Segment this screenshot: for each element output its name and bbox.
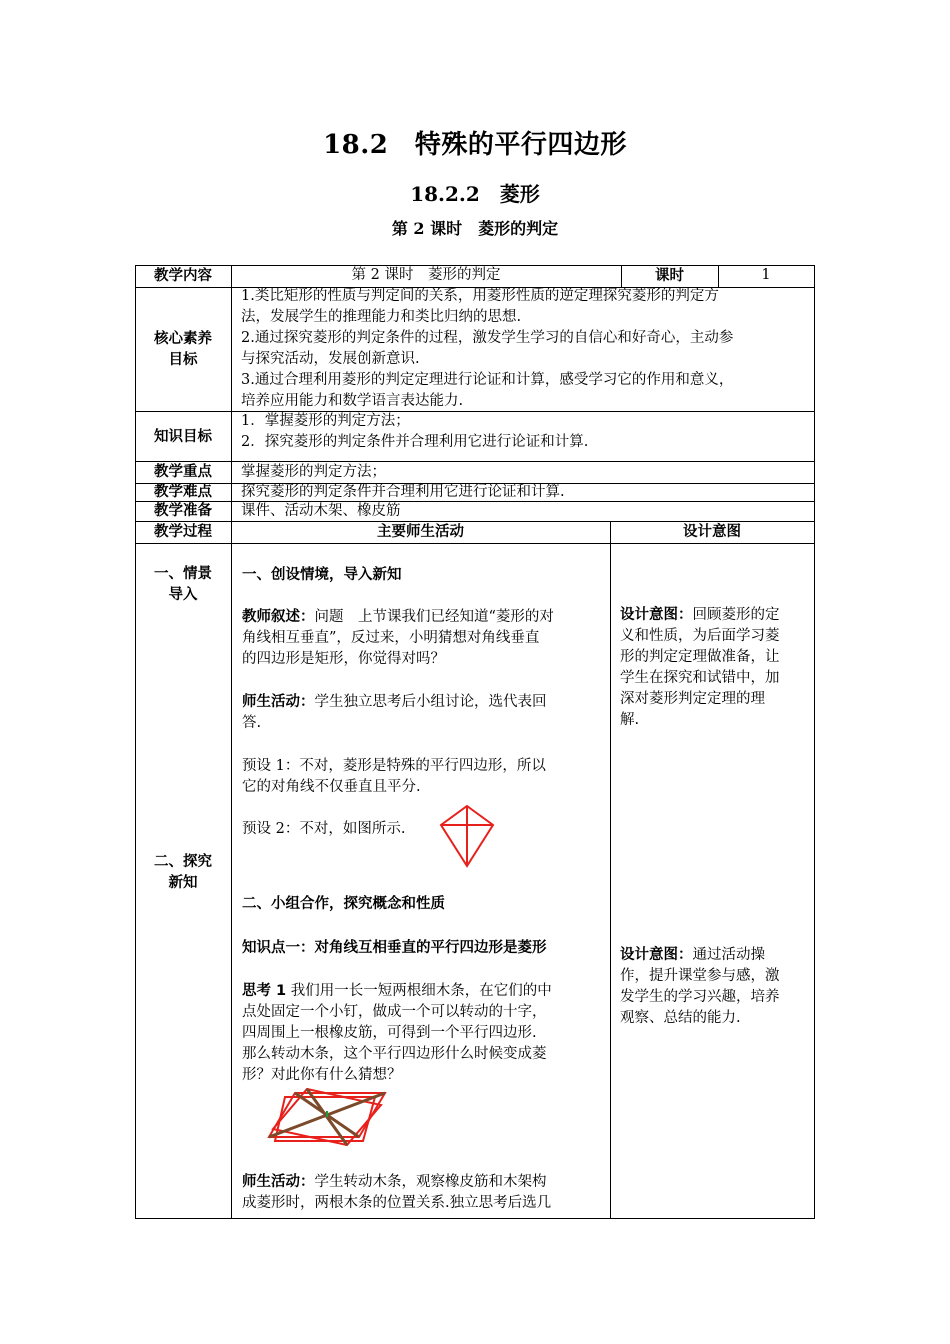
intent-label: 设计意图： (620, 607, 693, 623)
teacher-student-activity: 师生活动：学生独立思考后小组讨论，选代表回 答. (242, 694, 547, 731)
col-divider (610, 521, 611, 1219)
knowledge-list (241, 411, 813, 453)
hours-label: 课时 (655, 268, 684, 284)
lesson-plan-table (135, 265, 815, 1219)
section-1-heading: 一、创设情境，导入新知 (242, 567, 402, 583)
prep-value: 课件、活动木架、橡皮筋 (241, 503, 401, 519)
core-goal-line: 培养应用能力和数学语言表达能力. (241, 393, 464, 409)
core-goal-line: 2.通过探究菱形的判定条件的过程，激发学生学习的自信心和好奇心，主动参 (241, 330, 734, 346)
knowledge-label: 知识目标 (154, 429, 212, 445)
rotating-sticks-figure (267, 1087, 389, 1147)
intent-label: 设计意图： (620, 947, 693, 963)
col-divider (231, 265, 232, 1219)
core-goals-list (241, 286, 813, 412)
think-label: 思考 1 (242, 983, 287, 999)
core-goal-line: 1.类比矩形的性质与判定间的关系，用菱形性质的逆定理探究菱形的判定方 (241, 288, 719, 304)
preset-1: 预设 1：不对，菱形是特殊的平行四边形，所以 它的对角线不仅垂直且平分. (242, 758, 546, 795)
row-divider (135, 543, 815, 544)
stage-2-label: 二、探究 新知 (154, 854, 212, 891)
design-intent-1: 设计意图：回顾菱形的定 义和性质，为后面学习菱 形的判定定理做准备，让 学生在探究和试错中，加 深对菱形判定定理的理 解. (620, 607, 780, 728)
knowledge-line: 2．探究菱形的判定条件并合理利用它进行论证和计算. (241, 434, 589, 450)
core-goal-line: 3.通过合理利用菱形的判定定理进行论证和计算，感受学习它的作用和意义， (241, 372, 734, 388)
activity-label: 师生活动： (242, 694, 315, 710)
key-point-label: 教学重点 (154, 464, 212, 480)
table-border-right (814, 265, 815, 1219)
prep-label: 教学准备 (154, 503, 212, 519)
difficulty-label: 教学难点 (154, 484, 212, 500)
key-point-value: 掌握菱形的判定方法； (241, 464, 386, 480)
teacher-student-activity-2: 师生活动：学生转动木条，观察橡皮筋和木架构 成菱形时，两根木条的位置关系.独立思考后选几 (242, 1174, 552, 1211)
core-goal-line: 法，发展学生的推理能力和类比归纳的思想. (241, 309, 522, 325)
content-label: 教学内容 (154, 268, 212, 284)
process-label: 教学过程 (154, 524, 212, 540)
core-goals-label: 核心素养 目标 (154, 331, 212, 368)
table-border-left (135, 265, 136, 1219)
activity-label: 师生活动： (242, 1174, 315, 1190)
think-1: 思考 1 我们用一长一短两根细木条，在它们的中 点处固定一个小钉，做成一个可以转动的十字， 四周围上一根橡皮筋，可得到一个平行四边形. 那么转动木条，这个平行四边形什么时候变成菱 形？对此你有什么猜想？ (242, 983, 552, 1083)
stage-1-label: 一、情景 导入 (154, 566, 212, 603)
section-title: 18.2.2 菱形 (410, 182, 540, 206)
teacher-label: 教师叙述： (242, 609, 315, 625)
core-goal-line: 与探究活动，发展创新意识. (241, 351, 420, 367)
knowledge-line: 1．掌握菱形的判定方法； (241, 413, 410, 429)
intent-header: 设计意图 (683, 524, 741, 540)
difficulty-value: 探究菱形的判定条件并合理利用它进行论证和计算. (241, 484, 565, 500)
design-intent-2: 设计意图：通过活动操 作，提升课堂参与感，激 发学生的学习兴趣，培养 观察、总结的能力. (620, 947, 780, 1026)
knowledge-point-1: 知识点一：对角线互相垂直的平行四边形是菱形 (242, 940, 547, 956)
preset-2: 预设 2：不对，如图所示. (242, 821, 406, 837)
chapter-title: 18.2 特殊的平行四边形 (323, 130, 627, 160)
activity-header: 主要师生活动 (377, 524, 464, 540)
section-2-heading: 二、小组合作，探究概念和性质 (242, 896, 445, 912)
kite-figure (438, 803, 496, 869)
content-value: 第 2 课时 菱形的判定 (351, 267, 501, 283)
teacher-narration: 教师叙述：问题 上节课我们已经知道“菱形的对 角线相互垂直”，反过来，小明猜想对角线垂直 的四边形是矩形，你觉得对吗？ (242, 609, 554, 667)
table-border-bottom (135, 1218, 815, 1219)
hours-value: 1 (761, 267, 771, 283)
lesson-title: 第 2 课时 菱形的判定 (391, 219, 559, 238)
